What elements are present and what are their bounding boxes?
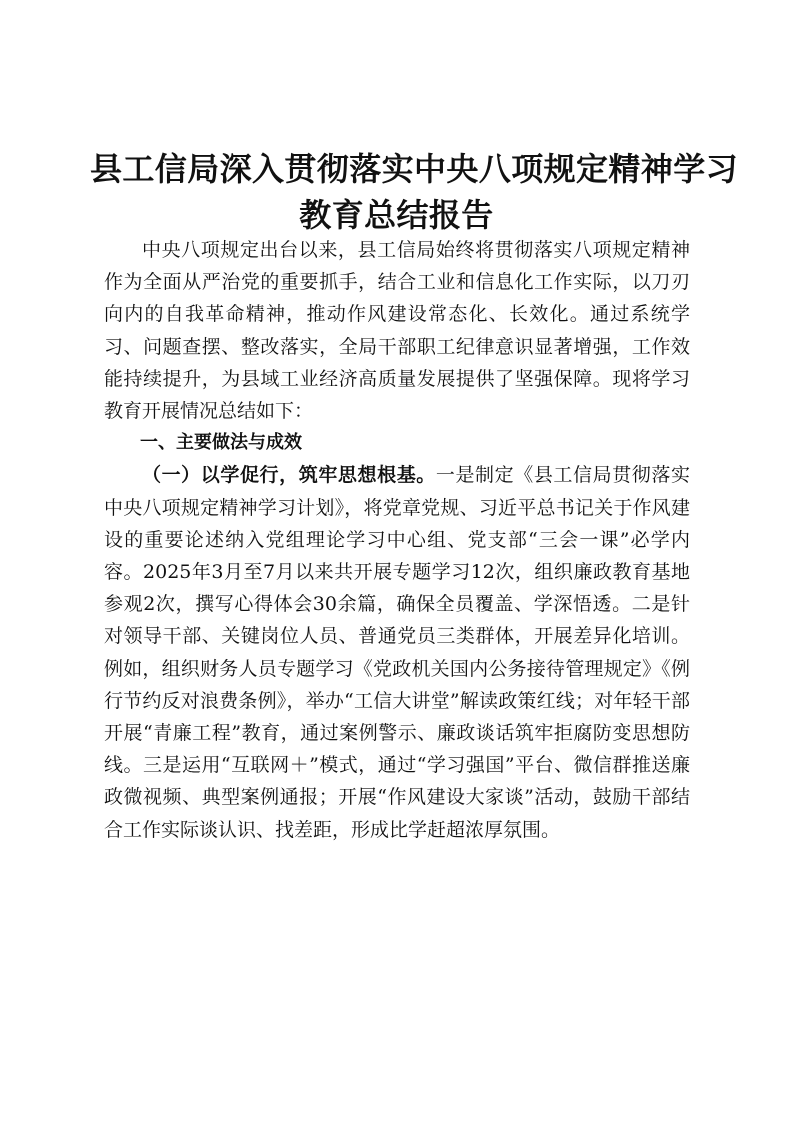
- section-1-heading: 一、主要做法与成效: [140, 432, 302, 454]
- intro-paragraph: 中央八项规定出台以来，县工信局始终将贯彻落实八项规定精神作为全面从严治党的重要抓手，结合工业和信息化工作实际，以刀刃向内的自我革命精神，推动作风建设常态化、长效化。通过系统学习、问题查摆、整改落实，全局干部职工纪律意识显著增强，工作效能持续提升，为县域工业经济高质量发展提供了坚强保障。现将学习教育开展情况总结如下：: [104, 239, 690, 423]
- subsection-1-heading: （一）以学促行，筑牢思想根基。: [142, 464, 436, 487]
- subsection-1-body: 一是制定《县工信局贯彻落实中央八项规定精神学习计划》，将党章党规、习近平总书记关于作风建设的重要论述纳入党组理论学习中心组、党支部“三会一课”必学内容。2025年3月至7月以来共开展专题学习12次，组织廉政教育基地参观2次，撰写心得体会30余篇，确保全员覆盖、学深悟透。二是针对领导干部、关键岗位人员、普通党员三类群体，开展差异化培训。例如，组织财务人员专题学习《党政机关国内公务接待管理规定》《例行节约反对浪费条例》，举办“工信大讲堂”解读政策红线；对年轻干部开展“青廉工程”教育，通过案例警示、廉政谈话筑牢拒腐防变思想防线。三是运用“互联网＋”模式，通过“学习强国”平台、微信群推送廉政微视频、典型案例通报；开展“作风建设大家谈”活动，鼓励干部结合工作实际谈认识、找差距，形成比学赶超浓厚氛围。: [104, 464, 690, 841]
- title-line-2: 教育总结报告: [299, 196, 494, 234]
- subsection-1-paragraph: [104, 459, 690, 845]
- document-title: [90, 146, 739, 238]
- title-line-1: 县工信局深入贯彻落实中央八项规定精神学习: [90, 150, 739, 188]
- document-body: [104, 234, 690, 846]
